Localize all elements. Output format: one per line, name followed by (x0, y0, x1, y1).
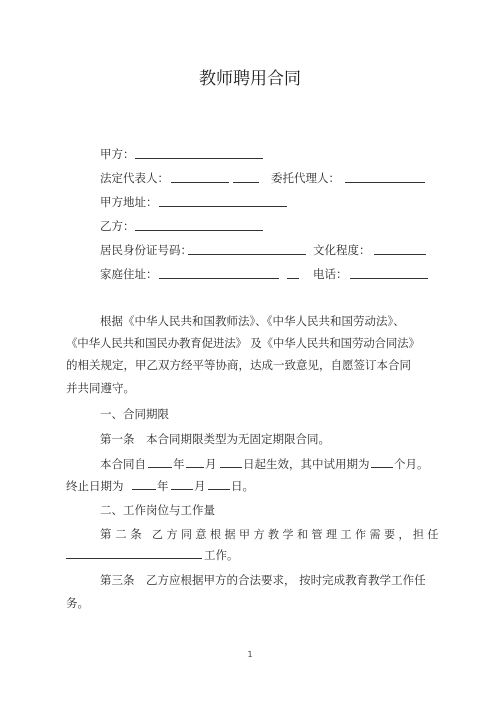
preamble-line-3: 的相关规定，甲乙双方经平等协商，达成一致意见，自愿签订本合同 (66, 358, 411, 372)
article-3-end: 务。 (66, 596, 89, 610)
article-1-label: 第一条 (100, 432, 135, 446)
education-blank[interactable] (374, 254, 426, 255)
party-b-label: 乙方： (100, 219, 135, 233)
section-2-heading: 二、工作岗位与工作量 (100, 503, 215, 517)
legal-rep-blank-2[interactable] (233, 182, 259, 183)
end-month-unit: 月 (194, 479, 206, 493)
probation-blank[interactable] (371, 467, 393, 468)
home-address-blank-2[interactable] (287, 278, 299, 279)
article-2-text: 乙 方 同 意 根 据 甲 方 教 学 和 管 理 工 作 需 要 ， 担 任 (152, 528, 439, 541)
effective-text: 日起生效，其中试用期为 (243, 457, 370, 471)
article-2-end: 工作。 (204, 548, 239, 562)
page-number: 1 (247, 650, 253, 659)
preamble-line-1: 根据《中华人民共和国教师法》、《中华人民共和国劳动法》、 (100, 314, 405, 328)
home-address-label: 家庭住址： (100, 267, 158, 281)
end-year-blank[interactable] (132, 489, 156, 490)
party-a-address-label: 甲方地址： (100, 195, 158, 209)
preamble-line-4: 并共同遵守。 (66, 381, 135, 395)
end-day-blank[interactable] (208, 489, 230, 490)
probation-months-unit: 个月。 (394, 457, 429, 471)
start-year-unit: 年 (173, 457, 185, 471)
phone-label: 电话： (313, 267, 348, 281)
start-year-blank[interactable] (148, 467, 172, 468)
start-month-blank[interactable] (186, 467, 204, 468)
party-b-blank[interactable] (135, 230, 263, 231)
document-title: 教师聘用合同 (199, 69, 301, 89)
legal-rep-blank[interactable] (171, 182, 229, 183)
legal-rep-label: 法定代表人： (100, 171, 169, 185)
article-3-text: 乙方应根据甲方的合法要求， 按时完成教育教学工作任 (146, 573, 426, 587)
agent-blank[interactable] (345, 182, 425, 183)
end-year-unit: 年 (157, 479, 169, 493)
party-a-label: 甲方： (100, 147, 135, 161)
home-address-blank[interactable] (159, 278, 279, 279)
id-number-label: 居民身份证号码： (100, 243, 192, 257)
end-month-blank[interactable] (171, 489, 193, 490)
id-number-blank[interactable] (188, 254, 306, 255)
party-a-blank[interactable] (135, 158, 263, 159)
agent-label: 委托代理人： (271, 171, 340, 185)
start-month-unit: 月 (205, 457, 217, 471)
education-label: 文化程度： (313, 243, 371, 257)
preamble-line-2: 《中华人民共和国民办教育促进法》 及《中华人民共和国劳动合同法》 (66, 336, 420, 350)
section-1-heading: 一、合同期限 (100, 407, 169, 421)
phone-blank[interactable] (350, 278, 428, 279)
article-2-label: 第 二 条 (100, 527, 142, 541)
position-blank[interactable] (66, 558, 202, 559)
end-date-prefix: 终止日期为 (66, 479, 124, 493)
end-day-unit: 日。 (231, 479, 254, 493)
article-3-label: 第三条 (100, 573, 135, 587)
party-a-address-blank[interactable] (159, 206, 287, 207)
start-date-prefix: 本合同自 (100, 457, 146, 471)
article-1-text: 本合同期限类型为无固定期限合同。 (146, 432, 330, 446)
start-day-blank[interactable] (220, 467, 242, 468)
